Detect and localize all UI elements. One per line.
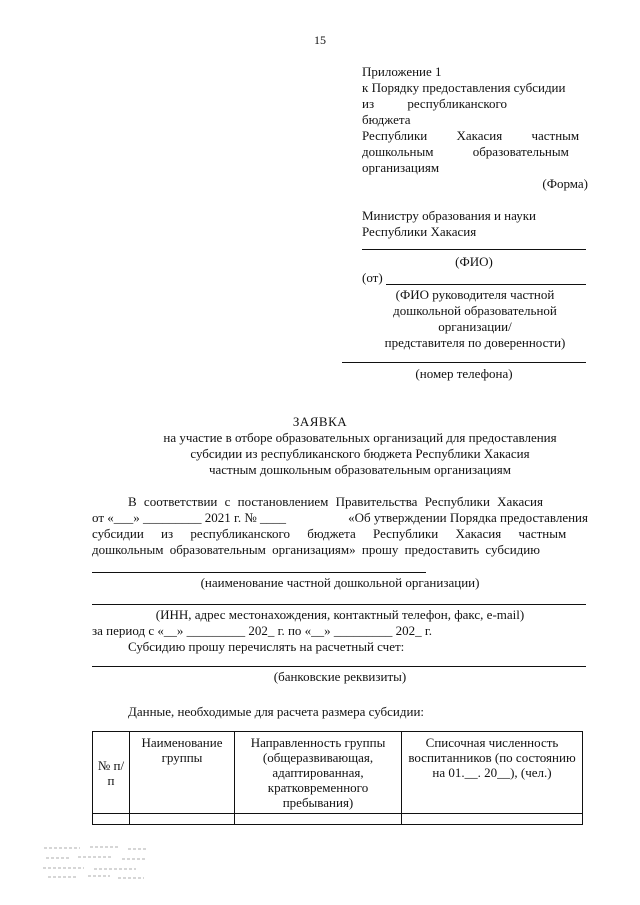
- subtitle-line: на участие в отборе образовательных организаций для предоставления: [163, 430, 557, 445]
- inn-underline: [92, 604, 586, 605]
- paragraph-line: [92, 542, 588, 558]
- head-caption: [362, 287, 588, 351]
- table-header-row: [93, 732, 583, 814]
- paragraph-line: [92, 526, 588, 542]
- subtitle-line: частным дошкольным образовательным организациям: [208, 462, 512, 477]
- document-subtitle: [130, 430, 590, 478]
- bank-underline: [92, 666, 586, 667]
- phone-caption: (номер телефона): [415, 366, 513, 381]
- request-paragraph: [92, 494, 588, 558]
- paragraph-text: В соответствии с постановлением Правительства Республики Хакасия: [128, 494, 543, 509]
- inn-caption: (ИНН, адрес местонахождения, контактный телефон, факс, e-mail): [155, 607, 525, 622]
- period-line: за период с «__» _________ 202_ г. по «__» _________ 202_ г.: [92, 623, 433, 638]
- faded-stamp-mark: [40, 842, 152, 882]
- appendix-line: к Порядку предоставления субсидии: [362, 80, 566, 95]
- table-cell: [235, 814, 402, 825]
- data-intro: Данные, необходимые для расчета размера субсидии:: [128, 704, 425, 719]
- addressee-line: Республики Хакасия: [362, 224, 477, 239]
- fio-caption: (ФИО): [455, 254, 493, 269]
- header-enrollment: Списочная численность воспитанников (по состоянию на 01.__. 20__), (чел.): [402, 732, 583, 814]
- from-underline: [386, 284, 586, 285]
- paragraph-text: субсидии из республиканского бюджета Республики Хакасия частным: [92, 526, 567, 541]
- appendix-line: Республики Хакасия частным: [362, 128, 580, 143]
- head-caption-line: дошкольной образовательной: [393, 303, 557, 318]
- from-label: (от): [362, 270, 383, 285]
- header-group-name: Наименование группы: [130, 732, 235, 814]
- head-caption-line: представителя по доверенности): [384, 335, 566, 350]
- appendix-line: дошкольным образовательным: [362, 144, 569, 159]
- head-caption-line: (ФИО руководителя частной: [395, 287, 555, 302]
- appendix-line: Приложение 1: [362, 64, 442, 79]
- document-title: ЗАЯВКА: [292, 414, 348, 429]
- table-cell: [93, 814, 130, 825]
- form-label: (Форма): [542, 176, 588, 191]
- paragraph-text: от «___» _________ 2021 г. № ____: [92, 510, 287, 525]
- fio-underline: [362, 249, 586, 250]
- appendix-line: организациям: [362, 160, 440, 175]
- paragraph-text: дошкольным образовательным организациям» прошу предоставить субсидию: [92, 542, 540, 557]
- addressee-line: Министру образования и науки: [362, 208, 536, 223]
- addressee-block: [362, 208, 588, 240]
- bank-caption: (банковские реквизиты): [273, 669, 407, 684]
- header-number: № п/п: [93, 732, 130, 814]
- phone-underline: [342, 362, 586, 363]
- appendix-block: [362, 64, 588, 176]
- table-row: [93, 814, 583, 825]
- table-cell: [130, 814, 235, 825]
- head-caption-line: организации/: [438, 319, 512, 334]
- appendix-line: из республиканского бюджета: [362, 96, 508, 127]
- paragraph-line: [92, 510, 588, 526]
- subtitle-line: субсидии из республиканского бюджета Республики Хакасия: [190, 446, 530, 461]
- page-number: 15: [314, 33, 326, 47]
- paragraph-line: [92, 494, 588, 510]
- org-underline: [92, 572, 426, 573]
- subsidy-data-table: [92, 731, 583, 825]
- account-line: Субсидию прошу перечислять на расчетный счет:: [128, 639, 405, 654]
- org-caption: (наименование частной дошкольной организации): [200, 575, 480, 590]
- header-group-focus: Направленность группы (общеразвивающая, адаптированная, кратковременного пребывания): [235, 732, 402, 814]
- table-cell: [402, 814, 583, 825]
- paragraph-text: «Об утверждении Порядка предоставления: [348, 510, 588, 525]
